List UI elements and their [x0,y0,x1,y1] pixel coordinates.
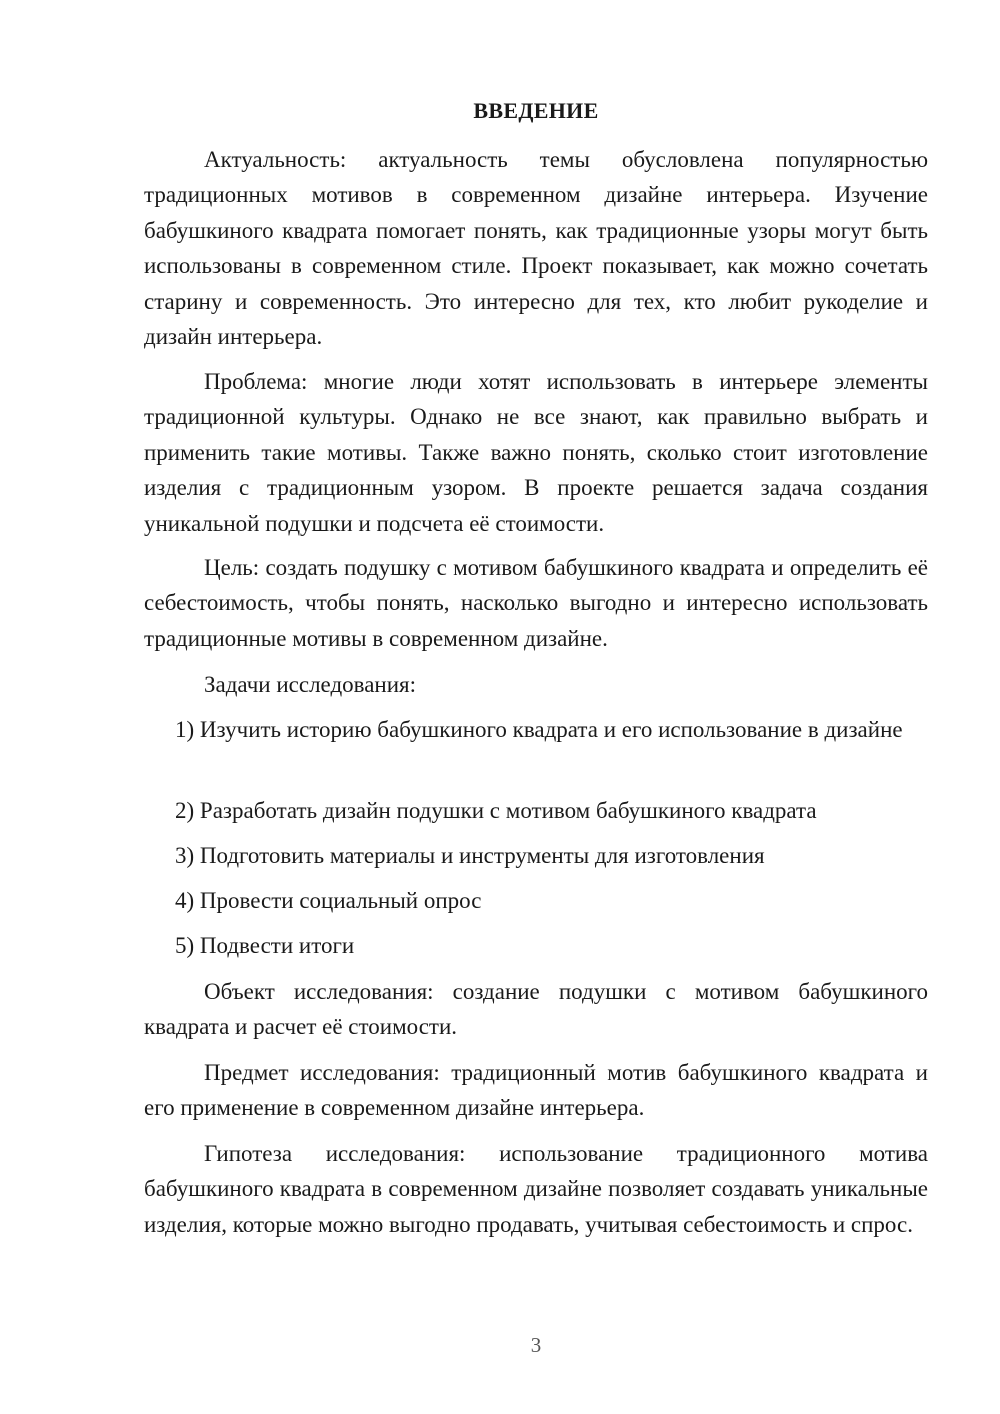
goal-paragraph: Цель: создать подушку с мотивом бабушкиного квадрата и определить её себестоимость, чтобы понять, насколько выгодно и интересно использовать традиционные мотивы в современном дизайне. [144,555,928,651]
hypothesis-paragraph: Гипотеза исследования: использование традиционного мотива бабушкиного квадрата в современном дизайне позволяет создавать уникальные изделия, которые можно выгодно продавать, учитывая себестоимость и спрос. [144,1141,928,1237]
task-item-2: 2) Разработать дизайн подушки с мотивом бабушкиного квадрата [175,798,817,823]
subject-paragraph: Предмет исследования: традиционный мотив бабушкиного квадрата и его применение в современном дизайне интерьера. [144,1060,928,1121]
task-item-4: 4) Провести социальный опрос [175,888,482,913]
task-item-5: 5) Подвести итоги [175,933,355,958]
task-item-3: 3) Подготовить материалы и инструменты для изготовления [175,843,765,868]
relevance-paragraph: Актуальность: актуальность темы обусловлена популярностью традиционных мотивов в современном дизайне интерьера. Изучение бабушкиного квадрата помогает понять, как традиционные узоры могут быть использованы в современном стиле. Проект показывает, как можно сочетать старину и современность. Это интересно для тех, кто любит рукоделие и дизайн интерьера. [144,147,928,350]
task-item-1: 1) Изучить историю бабушкиного квадрата и его использование в дизайне [175,717,903,742]
problem-paragraph: Проблема: многие люди хотят использовать в интерьере элементы традиционной культуры. Однако не все знают, как правильно выбрать и применить такие мотивы. Также важно понять, сколько стоит изготовление изделия с традиционным узором. В проекте решается задача создания уникальной подушки и подсчета её стоимости. [144,369,928,536]
object-paragraph: Объект исследования: создание подушки с мотивом бабушкиного квадрата и расчет её стоимости. [144,979,928,1040]
document-page [144,0,928,1414]
tasks-title: Задачи исследования: [204,672,417,697]
section-heading: ВВЕДЕНИЕ [473,98,599,123]
page-number: 3 [530,1333,542,1357]
